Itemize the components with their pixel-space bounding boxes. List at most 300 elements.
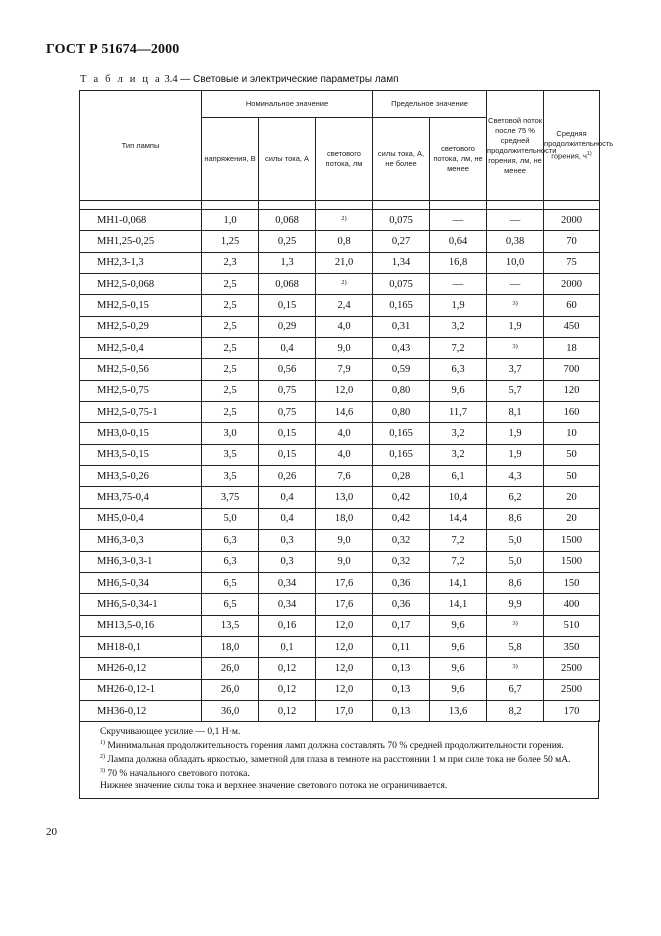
cell-limit-flux <box>430 210 487 231</box>
header-lamp-type: Тип лампы <box>80 91 202 201</box>
cell-flux-value: 4,0 <box>337 428 351 440</box>
footnote-ref: 3) <box>512 300 518 308</box>
cell-avg-life-value: 170 <box>563 705 580 717</box>
cell-voltage <box>202 679 259 700</box>
cell-voltage <box>202 508 259 529</box>
cell-lamp-type <box>80 338 202 359</box>
document-header: ГОСТ Р 51674—2000 <box>46 42 180 57</box>
cell-limit-flux <box>430 530 487 551</box>
cell-flux-after <box>487 615 544 636</box>
note-limits: Нижнее значение силы тока и верхнее значение светового потока не ограничивается. <box>100 779 448 791</box>
cell-flux-value: 12,0 <box>334 385 354 397</box>
cell-flux <box>316 274 373 295</box>
cell-flux-value: 7,9 <box>337 364 351 376</box>
footnote-2-text: Лампа должна обладать яркостью, заметной для глаза в темноте на расстоянии 1 м при силе тока не более 50 мА. <box>105 753 571 765</box>
cell-lamp-type <box>80 700 202 721</box>
cell-limit-current <box>373 402 430 423</box>
cell-lamp-type <box>80 316 202 337</box>
cell-flux-value: 7,6 <box>337 470 351 482</box>
table-row <box>80 679 600 700</box>
cell-flux-after-value: 8,6 <box>508 513 522 525</box>
cell-voltage-value: 2,5 <box>223 278 237 290</box>
footnote-3-text: 70 % начального светового потока. <box>105 767 250 779</box>
cell-flux <box>316 466 373 487</box>
cell-limit-current-value: 0,42 <box>391 513 411 525</box>
table-row <box>80 252 600 273</box>
cell-flux-after <box>487 295 544 316</box>
cell-voltage-value: 26,0 <box>220 662 240 674</box>
cell-voltage <box>202 274 259 295</box>
cell-voltage-value: 36,0 <box>220 705 240 717</box>
cell-flux-after-value: 1,9 <box>508 428 522 440</box>
cell-avg-life-value: 2500 <box>561 662 583 674</box>
cell-flux-after <box>487 274 544 295</box>
cell-flux-after <box>487 316 544 337</box>
cell-flux-value: 12,0 <box>334 684 354 696</box>
table-row <box>80 615 600 636</box>
header-avg-life-text: Средняя продолжительность горения, ч <box>544 129 614 161</box>
cell-flux-value: 17,6 <box>334 577 354 589</box>
cell-avg-life <box>544 444 600 465</box>
cell-limit-current <box>373 210 430 231</box>
cell-limit-current <box>373 380 430 401</box>
cell-current-value: 0,34 <box>277 598 297 610</box>
cell-current <box>259 231 316 252</box>
cell-limit-current <box>373 466 430 487</box>
cell-flux-after <box>487 636 544 657</box>
cell-avg-life <box>544 487 600 508</box>
table-row <box>80 487 600 508</box>
cell-flux-after-value: 6,7 <box>508 684 522 696</box>
cell-voltage <box>202 210 259 231</box>
cell-lamp-type-value: МН1-0,068 <box>97 214 147 226</box>
cell-limit-flux-value: 11,7 <box>449 406 468 418</box>
cell-voltage-value: 6,3 <box>223 534 237 546</box>
cell-limit-flux-value: 7,2 <box>451 342 465 354</box>
cell-limit-current-value: 0,13 <box>391 705 411 717</box>
cell-limit-current-value: 0,27 <box>391 236 411 248</box>
cell-limit-current <box>373 615 430 636</box>
cell-voltage-value: 2,5 <box>223 385 237 397</box>
cell-limit-current <box>373 316 430 337</box>
cell-flux <box>316 487 373 508</box>
cell-avg-life-value: 510 <box>563 620 580 632</box>
header-current: силы тока, А <box>259 118 316 201</box>
cell-limit-flux <box>430 487 487 508</box>
cell-current-value: 0,12 <box>277 684 297 696</box>
header-limit-group: Предельное значение <box>373 91 487 118</box>
cell-limit-current-value: 0,36 <box>391 598 411 610</box>
footnote-ref: 2) <box>341 214 347 222</box>
cell-avg-life <box>544 658 600 679</box>
cell-flux <box>316 444 373 465</box>
footnote-1-text: Минимальная продолжительность горения ламп должна составлять 70 % средней продолжительности горения. <box>105 739 564 751</box>
cell-voltage <box>202 295 259 316</box>
cell-flux-after <box>487 594 544 615</box>
cell-avg-life-value: 450 <box>563 321 580 333</box>
footnote-ref: 3) <box>512 342 518 350</box>
cell-flux-value: 2,4 <box>337 300 351 312</box>
cell-current <box>259 252 316 273</box>
table-row <box>80 594 600 615</box>
footnote-3 <box>83 766 597 780</box>
cell-limit-flux-value: 9,6 <box>451 662 465 674</box>
header-limit-current: силы тока, А, не более <box>373 118 430 201</box>
cell-current-value: 0,15 <box>277 428 297 440</box>
cell-flux-after-value: 5,0 <box>508 534 522 546</box>
cell-current <box>259 551 316 572</box>
cell-flux-value: 17,0 <box>334 705 354 717</box>
cell-flux-after <box>487 658 544 679</box>
cell-flux-after <box>487 679 544 700</box>
cell-avg-life <box>544 508 600 529</box>
cell-avg-life-value: 50 <box>566 470 577 482</box>
cell-limit-flux-value: 16,8 <box>448 257 468 269</box>
cell-current-value: 0,068 <box>275 214 299 226</box>
cell-current <box>259 700 316 721</box>
cell-voltage-value: 26,0 <box>220 684 240 696</box>
table-notes <box>79 720 599 799</box>
cell-flux <box>316 423 373 444</box>
cell-voltage-value: 2,5 <box>223 321 237 333</box>
cell-avg-life <box>544 615 600 636</box>
cell-flux-after <box>487 700 544 721</box>
header-flux-after: Световой поток после 75 % средней продолжительности горения, лм, не менее <box>487 91 544 201</box>
cell-avg-life <box>544 231 600 252</box>
cell-avg-life-value: 1500 <box>561 534 583 546</box>
cell-flux-value: 9,0 <box>337 556 351 568</box>
cell-avg-life-value: 70 <box>566 236 577 248</box>
cell-flux-value: 21,0 <box>334 257 354 269</box>
cell-voltage <box>202 423 259 444</box>
cell-limit-current-value: 1,34 <box>391 257 411 269</box>
cell-lamp-type-value: МН5,0-0,4 <box>97 513 144 525</box>
cell-flux-value: 12,0 <box>334 620 354 632</box>
table-row <box>80 551 600 572</box>
cell-flux-after-value: 10,0 <box>505 257 525 269</box>
cell-limit-flux-value: 13,6 <box>448 705 468 717</box>
cell-limit-current <box>373 274 430 295</box>
table-row <box>80 402 600 423</box>
cell-lamp-type-value: МН2,3-1,3 <box>97 257 144 269</box>
cell-limit-flux-value: 3,2 <box>451 449 465 461</box>
cell-flux-after-value: 8,6 <box>508 577 522 589</box>
cell-avg-life <box>544 359 600 380</box>
cell-voltage <box>202 252 259 273</box>
cell-limit-flux <box>430 615 487 636</box>
cell-flux <box>316 594 373 615</box>
cell-lamp-type <box>80 402 202 423</box>
table-row <box>80 338 600 359</box>
cell-voltage <box>202 594 259 615</box>
cell-limit-current-value: 0,165 <box>389 300 413 312</box>
cell-flux <box>316 338 373 359</box>
cell-current-value: 0,4 <box>280 342 294 354</box>
cell-limit-current-value: 0,59 <box>391 364 411 376</box>
cell-limit-current <box>373 508 430 529</box>
cell-limit-flux <box>430 295 487 316</box>
cell-flux-after <box>487 423 544 444</box>
table-row <box>80 466 600 487</box>
cell-voltage-value: 3,5 <box>223 470 237 482</box>
cell-avg-life <box>544 636 600 657</box>
cell-lamp-type <box>80 636 202 657</box>
cell-current <box>259 530 316 551</box>
table-row <box>80 508 600 529</box>
cell-limit-current-value: 0,11 <box>392 641 411 653</box>
cell-avg-life-value: 2000 <box>561 278 583 290</box>
cell-voltage-value: 6,3 <box>223 556 237 568</box>
cell-flux-after-value: 6,2 <box>508 492 522 504</box>
cell-current-value: 0,1 <box>280 641 294 653</box>
cell-avg-life <box>544 679 600 700</box>
cell-flux <box>316 316 373 337</box>
cell-lamp-type <box>80 487 202 508</box>
table-row <box>80 274 600 295</box>
cell-current <box>259 466 316 487</box>
cell-avg-life <box>544 466 600 487</box>
cell-flux <box>316 700 373 721</box>
cell-limit-flux <box>430 252 487 273</box>
cell-avg-life-value: 60 <box>566 300 577 312</box>
cell-limit-current-value: 0,165 <box>389 428 413 440</box>
cell-voltage <box>202 466 259 487</box>
cell-flux-after <box>487 402 544 423</box>
cell-voltage-value: 6,5 <box>223 598 237 610</box>
table-row <box>80 444 600 465</box>
cell-avg-life <box>544 210 600 231</box>
cell-limit-flux-value: 9,6 <box>451 385 465 397</box>
cell-flux <box>316 210 373 231</box>
cell-limit-flux <box>430 359 487 380</box>
cell-flux-after <box>487 359 544 380</box>
table-row <box>80 700 600 721</box>
cell-flux <box>316 295 373 316</box>
cell-lamp-type-value: МН2,5-0,4 <box>97 342 144 354</box>
cell-voltage <box>202 551 259 572</box>
cell-flux-value: 13,0 <box>334 492 354 504</box>
footnote-ref: 2) <box>341 278 347 286</box>
cell-lamp-type-value: МН6,5-0,34-1 <box>97 598 158 610</box>
cell-avg-life-value: 20 <box>566 513 577 525</box>
cell-limit-flux-value: 10,4 <box>448 492 468 504</box>
cell-limit-current-value: 0,13 <box>391 684 411 696</box>
cell-current-value: 0,4 <box>280 513 294 525</box>
table-row <box>80 572 600 593</box>
cell-limit-current <box>373 423 430 444</box>
cell-lamp-type-value: МН3,75-0,4 <box>97 492 149 504</box>
cell-flux <box>316 679 373 700</box>
cell-limit-current-value: 0,36 <box>391 577 411 589</box>
cell-limit-current <box>373 338 430 359</box>
cell-limit-current-value: 0,28 <box>391 470 411 482</box>
cell-limit-flux <box>430 316 487 337</box>
cell-limit-flux <box>430 636 487 657</box>
table-row <box>80 380 600 401</box>
cell-current-value: 0,26 <box>277 470 297 482</box>
cell-voltage <box>202 359 259 380</box>
cell-avg-life-value: 10 <box>566 428 577 440</box>
cell-current <box>259 508 316 529</box>
cell-flux-after <box>487 530 544 551</box>
cell-limit-flux-value: 14,1 <box>448 577 468 589</box>
cell-flux-after-value: — <box>509 278 521 290</box>
cell-lamp-type-value: МН26-0,12-1 <box>97 684 156 696</box>
cell-lamp-type-value: МН2,5-0,75-1 <box>97 406 158 418</box>
cell-current <box>259 338 316 359</box>
cell-voltage-value: 3,0 <box>223 428 237 440</box>
cell-limit-flux <box>430 274 487 295</box>
cell-avg-life <box>544 380 600 401</box>
cell-voltage <box>202 636 259 657</box>
cell-avg-life-value: 160 <box>563 406 580 418</box>
cell-limit-flux <box>430 700 487 721</box>
cell-limit-flux-value: 3,2 <box>451 428 465 440</box>
cell-flux-after <box>487 466 544 487</box>
header-voltage: напряжения, В <box>202 118 259 201</box>
cell-limit-current-value: 0,13 <box>391 662 411 674</box>
cell-flux-after-value: 8,1 <box>508 406 522 418</box>
cell-voltage-value: 2,3 <box>223 257 237 269</box>
footnote-1 <box>83 738 597 752</box>
cell-limit-current-value: 0,43 <box>391 342 411 354</box>
cell-lamp-type-value: МН6,3-0,3 <box>97 534 144 546</box>
table-row <box>80 530 600 551</box>
caption-label: Т а б л и ц а <box>80 74 162 85</box>
cell-limit-flux <box>430 231 487 252</box>
table-row <box>80 295 600 316</box>
cell-lamp-type <box>80 508 202 529</box>
cell-current <box>259 423 316 444</box>
cell-voltage-value: 18,0 <box>220 641 240 653</box>
cell-flux-value: 12,0 <box>334 662 354 674</box>
cell-limit-flux-value: 9,6 <box>451 620 465 632</box>
caption-number: 3.4 <box>164 74 178 85</box>
footnote-1-mark: 1) <box>100 739 105 746</box>
cell-avg-life <box>544 338 600 359</box>
cell-current-value: 0,12 <box>277 662 297 674</box>
table-caption <box>80 74 399 85</box>
cell-lamp-type-value: МН3,5-0,15 <box>97 449 149 461</box>
cell-limit-current <box>373 658 430 679</box>
cell-avg-life-value: 150 <box>563 577 580 589</box>
cell-lamp-type-value: МН2,5-0,29 <box>97 321 149 333</box>
cell-limit-flux-value: 7,2 <box>451 556 465 568</box>
cell-lamp-type <box>80 359 202 380</box>
cell-limit-flux <box>430 658 487 679</box>
cell-lamp-type <box>80 231 202 252</box>
cell-limit-current <box>373 231 430 252</box>
cell-current <box>259 210 316 231</box>
footnote-3-mark: 3) <box>100 767 105 774</box>
cell-voltage-value: 2,5 <box>223 364 237 376</box>
cell-lamp-type <box>80 594 202 615</box>
cell-flux-after-value: 1,9 <box>508 321 522 333</box>
cell-flux-after-value: 8,2 <box>508 705 522 717</box>
cell-current-value: 0,75 <box>277 406 297 418</box>
cell-avg-life-value: 20 <box>566 492 577 504</box>
cell-voltage <box>202 487 259 508</box>
cell-lamp-type <box>80 210 202 231</box>
cell-voltage <box>202 615 259 636</box>
cell-voltage-value: 13,5 <box>220 620 240 632</box>
cell-current-value: 0,25 <box>277 236 297 248</box>
cell-limit-flux <box>430 572 487 593</box>
cell-lamp-type <box>80 658 202 679</box>
cell-current-value: 0,15 <box>277 300 297 312</box>
cell-limit-current <box>373 530 430 551</box>
cell-flux <box>316 530 373 551</box>
cell-voltage <box>202 658 259 679</box>
cell-flux-after <box>487 444 544 465</box>
header-avg-life-note: 1) <box>586 151 592 158</box>
footnote-2-mark: 2) <box>100 753 105 760</box>
cell-lamp-type <box>80 423 202 444</box>
cell-voltage-value: 1,25 <box>220 236 240 248</box>
cell-lamp-type <box>80 615 202 636</box>
cell-avg-life <box>544 594 600 615</box>
cell-limit-current-value: 0,42 <box>391 492 411 504</box>
cell-flux <box>316 636 373 657</box>
cell-limit-current-value: 0,075 <box>389 214 413 226</box>
cell-avg-life <box>544 252 600 273</box>
cell-voltage <box>202 338 259 359</box>
cell-voltage-value: 6,5 <box>223 577 237 589</box>
cell-lamp-type-value: МН6,3-0,3-1 <box>97 556 153 568</box>
cell-limit-current-value: 0,165 <box>389 449 413 461</box>
cell-current-value: 0,75 <box>277 385 297 397</box>
cell-current-value: 0,068 <box>275 278 299 290</box>
cell-current <box>259 316 316 337</box>
cell-limit-current <box>373 572 430 593</box>
cell-limit-flux <box>430 380 487 401</box>
cell-flux-after-value: 3,7 <box>508 364 522 376</box>
cell-current <box>259 679 316 700</box>
cell-limit-current <box>373 594 430 615</box>
cell-flux-after <box>487 508 544 529</box>
table-row <box>80 210 600 231</box>
cell-limit-flux <box>430 423 487 444</box>
cell-current <box>259 487 316 508</box>
lamp-parameters-table <box>79 90 614 722</box>
cell-lamp-type-value: МН2,5-0,56 <box>97 364 149 376</box>
cell-avg-life <box>544 295 600 316</box>
cell-limit-current <box>373 679 430 700</box>
cell-limit-flux <box>430 338 487 359</box>
cell-avg-life-value: 2500 <box>561 684 583 696</box>
cell-current-value: 0,56 <box>277 364 297 376</box>
header-gap-row <box>80 201 600 210</box>
cell-current <box>259 444 316 465</box>
footnote-ref: 3) <box>512 620 518 628</box>
cell-limit-flux <box>430 508 487 529</box>
cell-avg-life-value: 75 <box>566 257 577 269</box>
cell-flux-value: 12,0 <box>334 641 354 653</box>
cell-voltage <box>202 530 259 551</box>
cell-limit-flux-value: 3,2 <box>451 321 465 333</box>
cell-lamp-type <box>80 380 202 401</box>
cell-lamp-type-value: МН2,5-0,15 <box>97 300 149 312</box>
cell-avg-life <box>544 316 600 337</box>
cell-flux-value: 9,0 <box>337 342 351 354</box>
cell-flux-value: 0,8 <box>337 236 351 248</box>
cell-flux-after <box>487 231 544 252</box>
cell-avg-life <box>544 551 600 572</box>
cell-voltage-value: 2,5 <box>223 342 237 354</box>
note-torque: Скручивающее усилие — 0,1 Н·м. <box>100 726 241 737</box>
cell-voltage-value: 1,0 <box>223 214 237 226</box>
cell-current <box>259 295 316 316</box>
